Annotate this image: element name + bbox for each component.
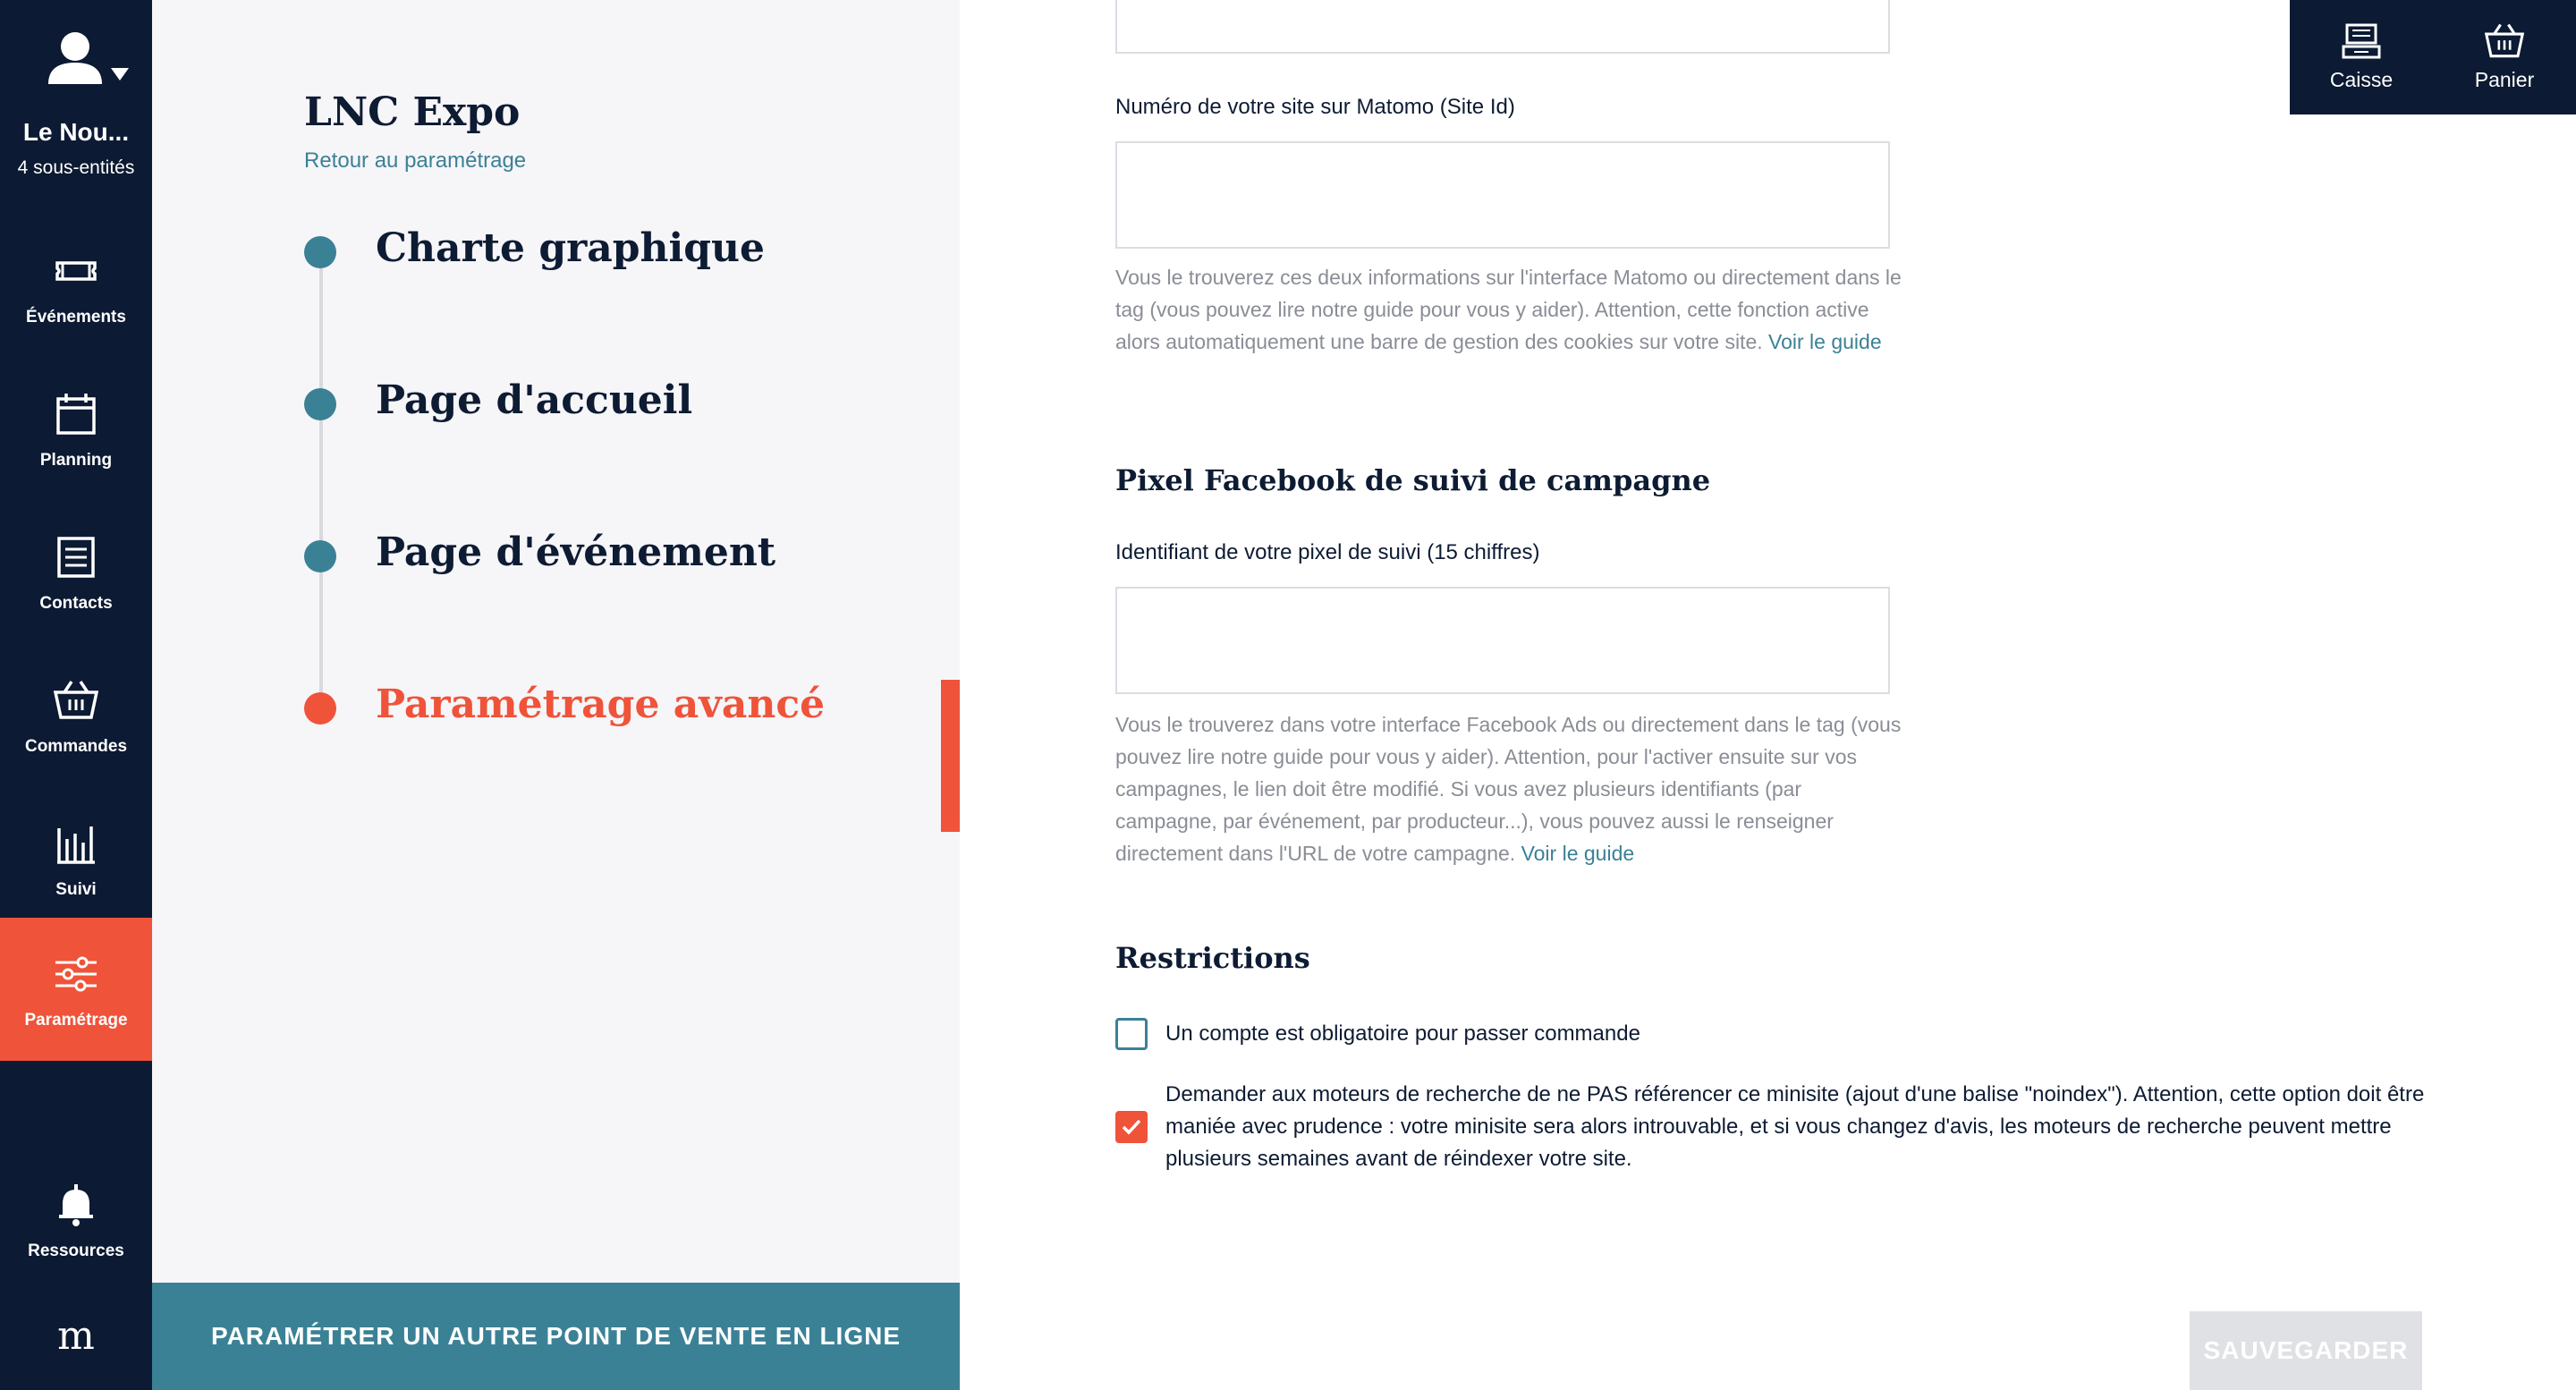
top-actions [2290, 0, 2576, 114]
nav-item-label: Paramétrage [24, 1011, 128, 1030]
nav-item-contacts[interactable] [0, 501, 152, 644]
step-label: Paramétrage avancé [376, 682, 826, 727]
user-icon [47, 30, 104, 84]
caisse-label: Caisse [2329, 68, 2394, 91]
step-label: Page d'événement [376, 530, 776, 575]
nav-item-commandes[interactable] [0, 644, 152, 787]
previous-field-input[interactable] [1115, 0, 1890, 54]
nav-item-label: Suivi [55, 880, 97, 899]
noindex-checkbox[interactable] [1115, 1111, 1148, 1143]
nav-item-label: Événements [26, 308, 126, 326]
page-title: LNC Expo [304, 89, 521, 135]
main-nav [0, 0, 152, 1390]
matomo-guide-link[interactable]: Voir le guide [1768, 330, 1882, 353]
steps-timeline [319, 252, 323, 708]
chart-icon [54, 821, 98, 866]
settings-steps-panel [152, 0, 960, 1390]
org-subentities: 4 sous-entités [17, 157, 135, 178]
basket-icon [54, 678, 98, 723]
calendar-icon [54, 392, 98, 436]
nav-item-label: Contacts [39, 594, 113, 613]
matomo-help-text [1115, 261, 1902, 358]
noindex-label: Demander aux moteurs de recherche de ne PAS référencer ce minisite (ajout d'une balise "noindex"). Attention, cette option doit être maniée avec prudence : votre minisite sera alors introuvable, et si vous changez d'avis, les moteurs de recherche peuvent mettre plusieurs semaines avant de réindexer votre site. [1165, 1082, 2425, 1171]
nav-item-label: Planning [39, 451, 113, 470]
step-dot [304, 388, 336, 420]
matomo-site-id-label: Numéro de votre site sur Matomo (Site Id) [1115, 95, 1515, 119]
caisse-button[interactable] [2290, 0, 2433, 114]
save-button[interactable]: SAUVEGARDER [2190, 1311, 2422, 1390]
matomo-site-id-input[interactable] [1115, 141, 1890, 249]
nav-item-evenements[interactable] [0, 215, 152, 358]
facebook-help-body: Vous le trouverez dans votre interface Facebook Ads ou directement dans le tag (vous pouvez lire notre guide pour vous y aider). Attention, pour l'activer ensuite sur vos campagnes, le lien doit être modifié. Si vous avez plusieurs identifiants (par campagne, par événement, par producteur...), vous pouvez aussi le renseigner directement dans l'URL de votre campagne. [1115, 713, 1902, 865]
step-dot [304, 236, 336, 268]
require-account-label: Un compte est obligatoire pour passer commande [1165, 1021, 1640, 1046]
facebook-help-text [1115, 708, 1902, 869]
nav-item-suivi[interactable] [0, 787, 152, 930]
configure-other-store-button[interactable]: PARAMÉTRER UN AUTRE POINT DE VENTE EN LIGNE [152, 1283, 960, 1390]
step-dot [304, 692, 336, 725]
step-label: Page d'accueil [376, 377, 693, 423]
nav-item-label: Ressources [28, 1242, 124, 1260]
basket-icon [2485, 21, 2524, 61]
panier-button[interactable] [2433, 0, 2576, 114]
nav-item-parametrage[interactable] [0, 918, 152, 1061]
check-icon [1122, 1118, 1141, 1136]
facebook-guide-link[interactable]: Voir le guide [1521, 842, 1635, 865]
user-menu[interactable] [0, 0, 152, 215]
bell-icon [54, 1182, 98, 1227]
nav-item-planning[interactable] [0, 358, 152, 501]
list-icon [54, 535, 98, 580]
org-name: Le Nou... [22, 118, 130, 146]
step-dot [304, 540, 336, 572]
cash-register-icon [2342, 21, 2381, 61]
back-to-settings-link[interactable]: Retour au paramétrage [304, 148, 527, 173]
facebook-pixel-input[interactable] [1115, 587, 1890, 694]
matomo-help-body: Vous le trouverez ces deux informations sur l'interface Matomo ou directement dans le tag (vous pouvez lire notre guide pour vous y aider). Attention, cette fonction active alors automatiquement une barre de gestion des cookies sur votre site. [1115, 266, 1902, 353]
restrictions-section-title: Restrictions [1115, 941, 1310, 975]
nav-item-ressources[interactable] [0, 1148, 152, 1292]
step-label: Charte graphique [376, 225, 766, 271]
caret-down-icon [111, 68, 129, 81]
facebook-pixel-section-title: Pixel Facebook de suivi de campagne [1115, 463, 1711, 497]
nav-item-label: Commandes [24, 737, 128, 756]
brand-logo[interactable]: m [57, 1313, 95, 1359]
require-account-checkbox[interactable] [1115, 1018, 1148, 1050]
sliders-icon [54, 952, 98, 996]
active-step-marker [941, 680, 960, 832]
ticket-icon [54, 249, 98, 293]
facebook-pixel-label: Identifiant de votre pixel de suivi (15 chiffres) [1115, 540, 1540, 564]
panier-label: Panier [2474, 68, 2535, 91]
advanced-settings-form [960, 0, 2576, 1390]
